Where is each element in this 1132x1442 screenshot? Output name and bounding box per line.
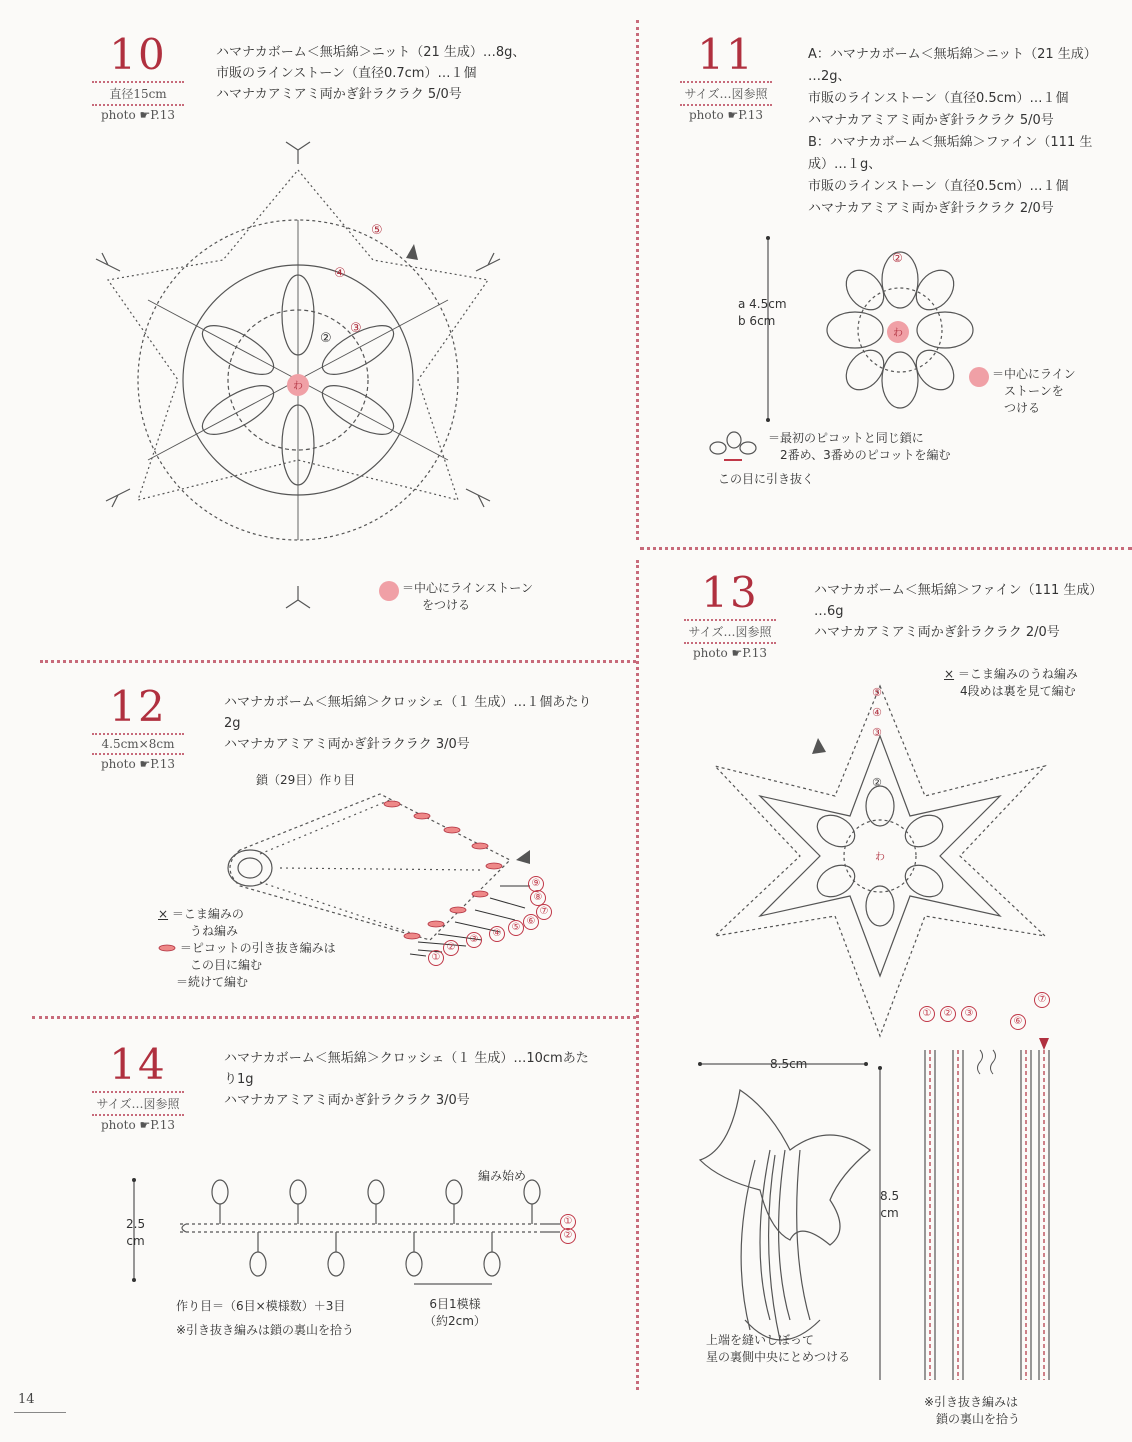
round-label: ②	[892, 251, 903, 265]
material-line: ハマナカアミアミ両かぎ針ラクラク 2/0号	[808, 201, 1054, 216]
repeat-line: 6目1模様	[429, 1297, 481, 1311]
section-13-height-label	[880, 1188, 899, 1222]
section-13-header	[680, 568, 780, 660]
row-label: ①	[428, 950, 444, 966]
note-line: 鎖の裏山を拾う	[936, 1412, 1021, 1426]
section-13-tail-diagram	[680, 1050, 900, 1380]
height-unit: cm	[126, 1234, 145, 1248]
legend-line: ＝こま編みのうね編み	[957, 667, 1078, 681]
photo-ref: photo ☛P.13	[689, 108, 763, 122]
section-number: 12	[109, 682, 167, 731]
note-line: 星の裏側中央にとめつける	[706, 1350, 851, 1364]
section-number: 14	[109, 1040, 167, 1089]
photo-ref: photo ☛P.13	[101, 757, 175, 771]
legend-line: うね編み	[190, 924, 239, 938]
round-label: ⑤	[371, 223, 383, 238]
row-label: ③	[961, 1006, 977, 1022]
round-label: ②	[320, 331, 332, 346]
row-label: ①	[560, 1214, 576, 1230]
vertical-divider-top	[636, 20, 639, 540]
row-label: ②	[940, 1006, 956, 1022]
legend-line: ＝中心にラインストーン	[402, 581, 534, 595]
round-label: ⑤	[872, 686, 882, 699]
section-14-diagram	[120, 1172, 580, 1292]
section-13-slip-note	[924, 1394, 1020, 1428]
section-11-dimensions	[738, 296, 787, 330]
material-line: ハマナカボーム＜無垢綿＞クロッシェ（１ 生成）…10cmあた	[224, 1051, 589, 1066]
row-label: ①	[919, 1006, 935, 1022]
section-13-width-label: 8.5cm	[770, 1057, 808, 1071]
section-14-start-label: 編み始め	[478, 1169, 527, 1183]
material-line: ハマナカアミアミ両かぎ針ラクラク 5/0号	[216, 87, 462, 102]
section-14-notes	[176, 1294, 354, 1342]
horizontal-divider-right	[640, 547, 1132, 550]
section-11-diagram	[700, 230, 1000, 430]
material-line: ハマナカボーム＜無垢綿＞ニット（21 生成）…8g、	[216, 45, 526, 60]
horizontal-divider-left-2	[32, 1016, 636, 1019]
material-line: 成）…１g、	[808, 157, 882, 172]
material-line: 市販のラインストーン（直径0.7cm）…１個	[216, 66, 477, 81]
size-label: 4.5cm×8cm	[101, 737, 175, 751]
material-line: A：ハマナカボーム＜無垢綿＞ニット（21 生成）	[808, 47, 1097, 62]
round-label: ③	[872, 726, 882, 739]
size-label: サイズ…図参照	[688, 625, 772, 639]
row-label: ⑧	[530, 890, 546, 906]
height-value: 2.5	[126, 1217, 146, 1231]
material-line: ハマナカボーム＜無垢綿＞クロッシェ（１ 生成）…１個あたり	[224, 695, 592, 710]
row-label: ④	[489, 926, 505, 942]
section-13-star-diagram	[700, 676, 1060, 1050]
legend-line: この目に編む	[190, 958, 263, 972]
material-line: B：ハマナカボーム＜無垢綿＞ファイン（111 生	[808, 135, 1093, 150]
legend-line: つける	[1004, 401, 1041, 415]
repeat-line: （約2cm）	[424, 1314, 486, 1328]
row-label: ⑤	[508, 920, 524, 936]
note-line: ＝最初のピコットと同じ鎖に	[768, 431, 924, 445]
size-label: サイズ…図参照	[96, 1097, 180, 1111]
height-value: 8.5	[880, 1189, 900, 1203]
round-label: ③	[350, 321, 362, 336]
section-11-pull-note: この目に引き抜く	[718, 472, 815, 486]
note-line: ※引き抜き編みは	[924, 1395, 1019, 1409]
section-12-foundation: 鎖（29目）作り目	[256, 773, 356, 787]
material-line: ハマナカアミアミ両かぎ針ラクラク 5/0号	[808, 113, 1054, 128]
legend-line: をつける	[422, 598, 471, 612]
section-10-header	[88, 30, 188, 122]
legend-line: 4段めは裏を見て編む	[960, 684, 1076, 698]
material-line: ハマナカアミアミ両かぎ針ラクラク 2/0号	[814, 625, 1060, 640]
material-line: 市販のラインストーン（直径0.5cm）…１個	[808, 179, 1069, 194]
section-14-repeat-label	[424, 1296, 486, 1330]
page-number: 14	[18, 1392, 35, 1407]
section-13-sew-note	[706, 1332, 850, 1366]
note-line: 上端を縫いしぼって	[706, 1333, 815, 1347]
material-line: 市販のラインストーン（直径0.5cm）…１個	[808, 91, 1069, 106]
material-line: ハマナカボーム＜無垢綿＞ファイン（111 生成）	[814, 583, 1103, 598]
photo-ref: photo ☛P.13	[101, 1118, 175, 1132]
round-label: ④	[334, 266, 346, 281]
section-13-tail-rows	[905, 1020, 1065, 1390]
material-line: ハマナカアミアミ両かぎ針ラクラク 3/0号	[224, 1093, 470, 1108]
legend-line: ストーンを	[1004, 384, 1064, 398]
section-13-legend: × ＝こま編みのうね編み 4段めは裏を見て編む	[944, 667, 1078, 698]
size-label: 直径15cm	[109, 87, 167, 101]
section-11-materials	[808, 44, 1128, 220]
row-label: ⑦	[1034, 992, 1050, 1008]
center-label: わ	[875, 852, 885, 863]
row-label: ②	[443, 940, 459, 956]
row-label: ③	[466, 932, 482, 948]
material-line: ハマナカアミアミ両かぎ針ラクラク 3/0号	[224, 737, 470, 752]
section-number: 11	[697, 30, 755, 79]
row-label: ②	[560, 1228, 576, 1244]
round-label: ②	[872, 776, 882, 789]
legend-line: ＝こま編みの	[171, 907, 244, 921]
legend-line: ＝中心にライン	[992, 367, 1076, 381]
section-11-header	[676, 30, 776, 122]
section-11-legend	[968, 366, 1076, 417]
section-11-picot-note	[768, 430, 951, 464]
row-label: ⑦	[536, 904, 552, 920]
note-line: 2番め、3番めのピコットを編む	[780, 448, 951, 462]
picot-icon	[704, 430, 766, 470]
material-line: り1g	[224, 1072, 254, 1087]
height-unit: cm	[880, 1206, 899, 1220]
row-label: ⑥	[523, 914, 539, 930]
section-12-legend: × ＝こま編みの うね編み ＝ピコットの引き抜き編みは この目に編む ＝続けて編む	[158, 907, 336, 989]
photo-ref: photo ☛P.13	[693, 646, 767, 660]
center-label: わ	[893, 328, 903, 339]
row-label: ⑨	[528, 876, 544, 892]
page-number-rule	[14, 1412, 66, 1413]
legend-line: ＝ピコットの引き抜き編みは	[179, 941, 336, 955]
section-10-legend	[378, 580, 533, 614]
section-13-materials	[814, 580, 1124, 643]
dimension-b: b 6cm	[738, 314, 776, 328]
center-label: わ	[293, 381, 303, 392]
size-label: サイズ…図参照	[684, 87, 768, 101]
slip-note: ※引き抜き編みは鎖の裏山を拾う	[176, 1323, 355, 1337]
section-10-diagram	[88, 140, 508, 630]
row-label: ⑥	[1010, 1014, 1026, 1030]
section-14-header	[88, 1040, 188, 1132]
section-number: 10	[109, 30, 167, 79]
dimension-a: a 4.5cm	[738, 297, 787, 311]
round-label: ④	[872, 706, 882, 719]
horizontal-divider-left-1	[40, 660, 636, 663]
vertical-divider-bottom	[636, 560, 639, 1390]
section-12-materials	[224, 692, 634, 755]
section-10-materials	[216, 42, 616, 105]
section-number: 13	[701, 568, 759, 617]
section-12-header	[88, 682, 188, 771]
material-line: 2g	[224, 716, 241, 731]
foundation-note: 作り目＝（6目×模様数）＋3目	[176, 1299, 346, 1313]
material-line: …6g	[814, 604, 844, 619]
material-line: …2g、	[808, 69, 851, 84]
photo-ref: photo ☛P.13	[101, 108, 175, 122]
legend-line: ＝続けて編む	[176, 975, 249, 989]
section-14-materials	[224, 1048, 634, 1111]
